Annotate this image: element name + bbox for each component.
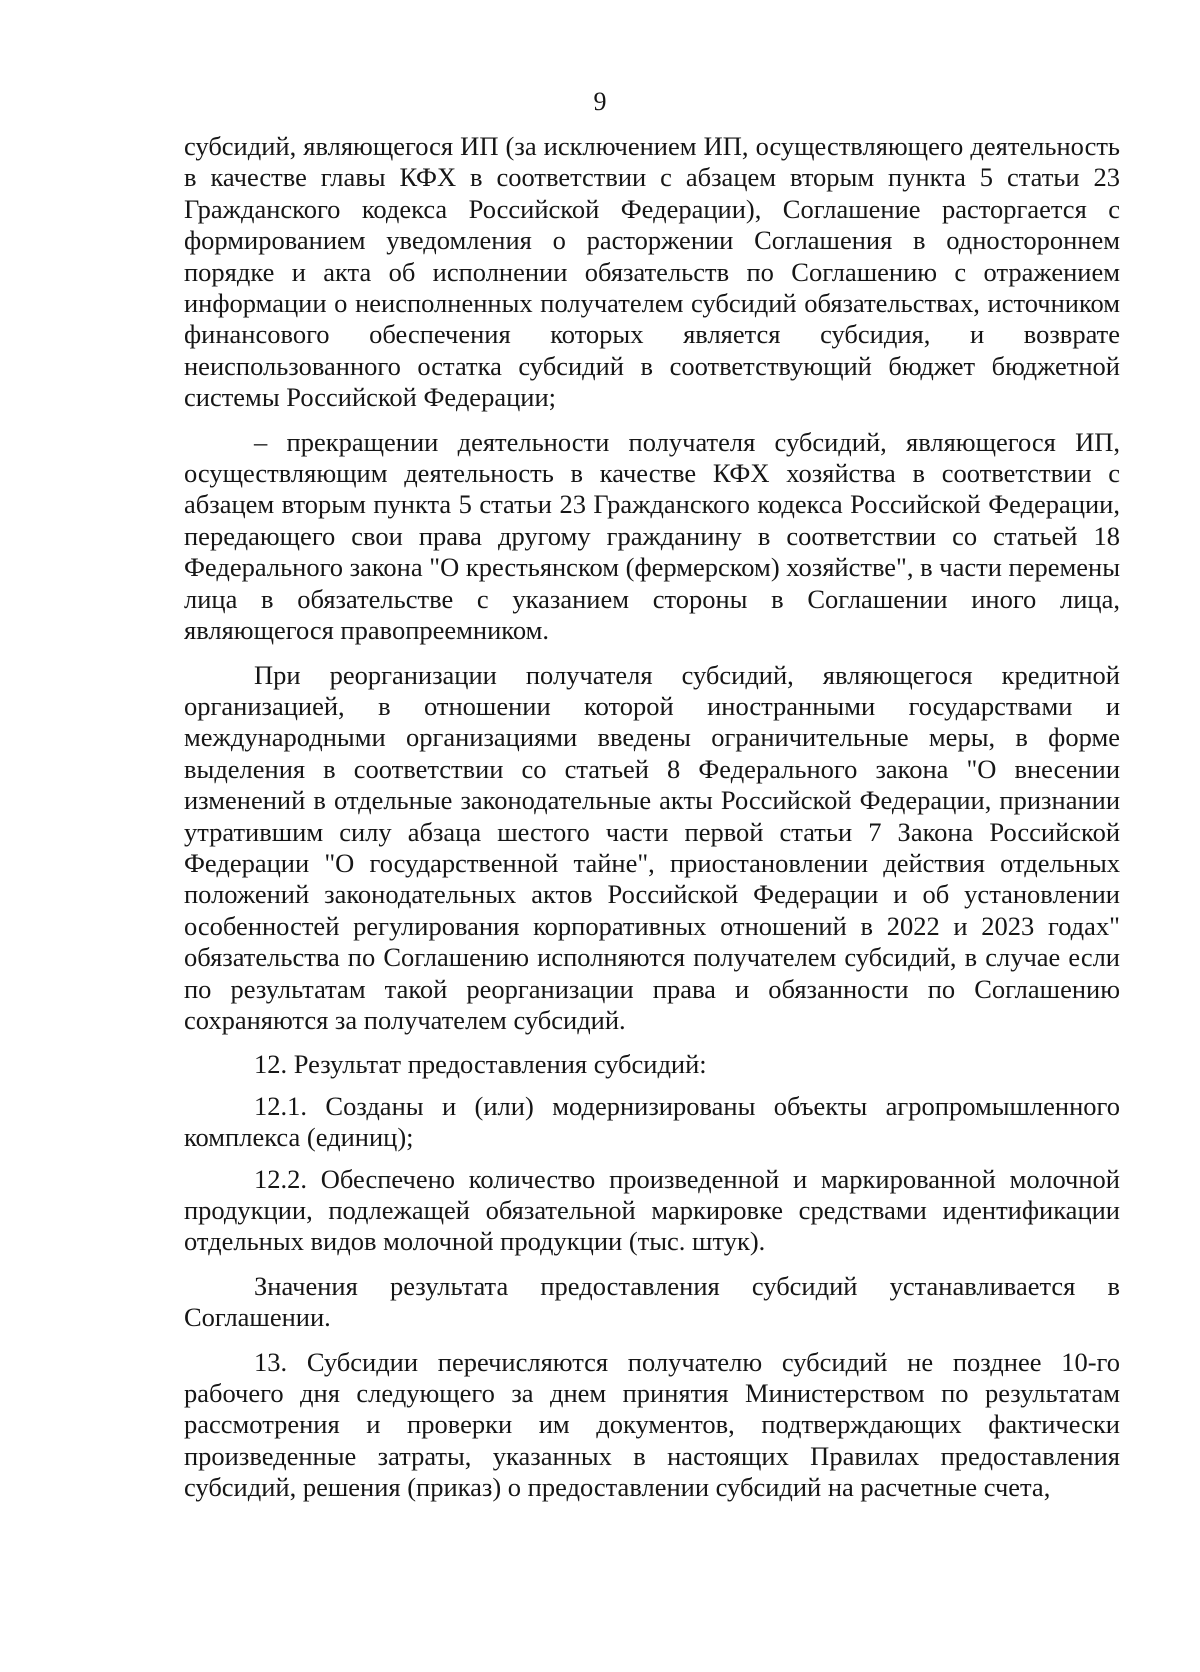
item-12-1: 12.1. Созданы и (или) модернизированы объекты агропромышленного комплекса (единиц); — [184, 1090, 1120, 1153]
item-12-2: 12.2. Обеспечено количество произведенной и маркированной молочной продукции, подлежащей обязательной маркировке средствами идентификации отдельных видов молочной продукции (тыс. штук). — [184, 1163, 1120, 1257]
section-12-heading: 12. Результат предоставления субсидий: — [254, 1049, 707, 1080]
paragraph-continuation: субсидий, являющегося ИП (за исключением ИП, осуществляющего деятельность в качестве главы КФХ в соответствии с абзацем вторым пункта 5 статьи 23 Гражданского кодекса Российской Федерации), Соглашение расторгается с формированием уведомления о расторжении Соглашения в одностороннем порядке и акта об исполнении обязательств по Соглашению с отражением информации о неисполненных получателем субсидий обязательствах, источником финансового обеспечения которых является субсидия, и возврате неиспользованного остатка субсидий в соответствующий бюджет бюджетной системы Российской Федерации; — [184, 131, 1120, 413]
page-number: 9 — [593, 87, 607, 116]
document-body — [184, 131, 1120, 1517]
paragraph-reorganization: При реорганизации получателя субсидий, являющегося кредитной организацией, в отношении которой иностранными государствами и международными организациями введены ограничительные меры, в форме выделения в соответствии со статьей 8 Федерального закона "О внесении изменений в отдельные законодательные акты Российской Федерации, признании утратившим силу абзаца шестого части первой статьи 7 Закона Российской Федерации "О государственной тайне", приостановлении действия отдельных положений законодательных актов Российской Федерации и об установлении особенностей регулирования корпоративных отношений в 2022 и 2023 годах" обязательства по Соглашению исполняются получателем субсидий, в случае если по результатам такой реорганизации права и обязанности по Соглашению сохраняются за получателем субсидий. — [184, 659, 1120, 1035]
paragraph-result-values: Значения результата предоставления субсидий устанавливается в Соглашении. — [184, 1270, 1120, 1333]
paragraph-termination-kfh: – прекращении деятельности получателя субсидий, являющегося ИП, осуществляющим деятельность в качестве КФХ хозяйства в соответствии с абзацем вторым пункта 5 статьи 23 Гражданского кодекса Российской Федерации, передающего свои права другому гражданину в соответствии со статьей 18 Федерального закона "О крестьянском (фермерском) хозяйстве", в части перемены лица в обязательстве с указанием стороны в Соглашении иного лица, являющегося правопреемником. — [184, 426, 1120, 646]
section-13-paragraph: 13. Субсидии перечисляются получателю субсидий не позднее 10-го рабочего дня следующего за днем принятия Министерством по результатам рассмотрения и проверки им документов, подтверждающих фактически произведенные затраты, указанных в настоящих Правилах предоставления субсидий, решения (приказ) о предоставлении субсидий на расчетные счета, — [184, 1346, 1120, 1503]
